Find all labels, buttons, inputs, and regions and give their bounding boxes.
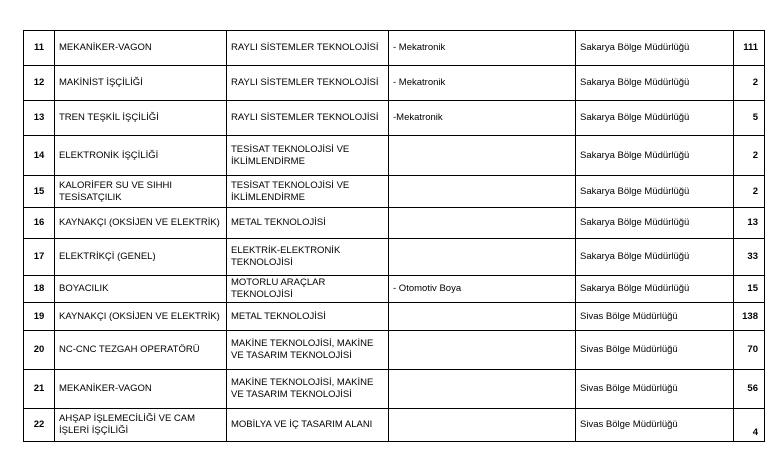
position-count: 2 [734,66,765,101]
table-row [24,176,765,208]
region-name: Sivas Bölge Müdürlüğü [576,409,734,442]
branch-name [389,136,576,176]
position-count: 2 [734,136,765,176]
row-number: 20 [24,331,55,370]
field-name: MAKİNE TEKNOLOJİSİ, MAKİNE VE TASARIM TEKNOLOJİSİ [227,331,389,370]
row-number: 11 [24,31,55,66]
branch-name [389,176,576,208]
table-row [24,31,765,66]
position-count: 13 [734,208,765,239]
table-row [24,101,765,136]
row-number: 21 [24,370,55,409]
row-number: 15 [24,176,55,208]
table-row [24,66,765,101]
table-row [24,370,765,409]
row-number: 17 [24,239,55,276]
job-title: MEKANİKER-VAGON [55,31,227,66]
job-title: KAYNAKÇI (OKSİJEN VE ELEKTRİK) [55,303,227,331]
position-count: 138 [734,303,765,331]
region-name: Sakarya Bölge Müdürlüğü [576,208,734,239]
field-name: TESİSAT TEKNOLOJİSİ VE İKLİMLENDİRME [227,176,389,208]
region-name: Sakarya Bölge Müdürlüğü [576,276,734,303]
region-name: Sivas Bölge Müdürlüğü [576,303,734,331]
branch-name: - Mekatronik [389,66,576,101]
region-name: Sakarya Bölge Müdürlüğü [576,239,734,276]
position-count: 111 [734,31,765,66]
branch-name [389,331,576,370]
branch-name: -Mekatronik [389,101,576,136]
table-row [24,409,765,442]
field-name: MOTORLU ARAÇLAR TEKNOLOJİSİ [227,276,389,303]
position-count: 15 [734,276,765,303]
job-title: BOYACILIK [55,276,227,303]
branch-name [389,370,576,409]
job-title: ELEKTRİKÇİ (GENEL) [55,239,227,276]
job-title: AHŞAP İŞLEMECİLİĞİ VE CAM İŞLERİ İŞÇİLİĞİ [55,409,227,442]
field-name: MOBİLYA VE İÇ TASARIM ALANI [227,409,389,442]
field-name: RAYLI SİSTEMLER TEKNOLOJİSİ [227,101,389,136]
job-title: TREN TEŞKİL İŞÇİLİĞİ [55,101,227,136]
table-row [24,276,765,303]
region-name: Sivas Bölge Müdürlüğü [576,370,734,409]
table-row [24,331,765,370]
position-count: 70 [734,331,765,370]
row-number: 14 [24,136,55,176]
job-title: NC-CNC TEZGAH OPERATÖRÜ [55,331,227,370]
branch-name: - Otomotiv Boya [389,276,576,303]
job-title: MAKİNİST İŞÇİLİĞİ [55,66,227,101]
branch-name [389,409,576,442]
table-row [24,239,765,276]
row-number: 16 [24,208,55,239]
field-name: ELEKTRİK-ELEKTRONİK TEKNOLOJİSİ [227,239,389,276]
row-number: 13 [24,101,55,136]
branch-name [389,239,576,276]
field-name: RAYLI SİSTEMLER TEKNOLOJİSİ [227,31,389,66]
table-row [24,136,765,176]
position-count: 33 [734,239,765,276]
region-name: Sakarya Bölge Müdürlüğü [576,101,734,136]
field-name: METAL TEKNOLOJİSİ [227,208,389,239]
region-name: Sakarya Bölge Müdürlüğü [576,66,734,101]
position-count: 5 [734,101,765,136]
table-row [24,303,765,331]
region-name: Sivas Bölge Müdürlüğü [576,331,734,370]
branch-name [389,303,576,331]
row-number: 12 [24,66,55,101]
branch-name: - Mekatronik [389,31,576,66]
row-number: 19 [24,303,55,331]
field-name: MAKİNE TEKNOLOJİSİ, MAKİNE VE TASARIM TEKNOLOJİSİ [227,370,389,409]
field-name: METAL TEKNOLOJİSİ [227,303,389,331]
position-count: 4 [734,409,765,442]
region-name: Sakarya Bölge Müdürlüğü [576,136,734,176]
row-number: 22 [24,409,55,442]
region-name: Sakarya Bölge Müdürlüğü [576,176,734,208]
positions-table [23,30,765,442]
table-row [24,208,765,239]
job-title: MEKANİKER-VAGON [55,370,227,409]
branch-name [389,208,576,239]
position-count: 56 [734,370,765,409]
job-title: KALORİFER SU VE SIHHI TESİSATÇILIK [55,176,227,208]
job-title: ELEKTRONİK İŞÇİLİĞİ [55,136,227,176]
job-title: KAYNAKÇI (OKSİJEN VE ELEKTRİK) [55,208,227,239]
position-count: 2 [734,176,765,208]
region-name: Sakarya Bölge Müdürlüğü [576,31,734,66]
field-name: TESİSAT TEKNOLOJİSİ VE İKLİMLENDİRME [227,136,389,176]
field-name: RAYLI SİSTEMLER TEKNOLOJİSİ [227,66,389,101]
row-number: 18 [24,276,55,303]
